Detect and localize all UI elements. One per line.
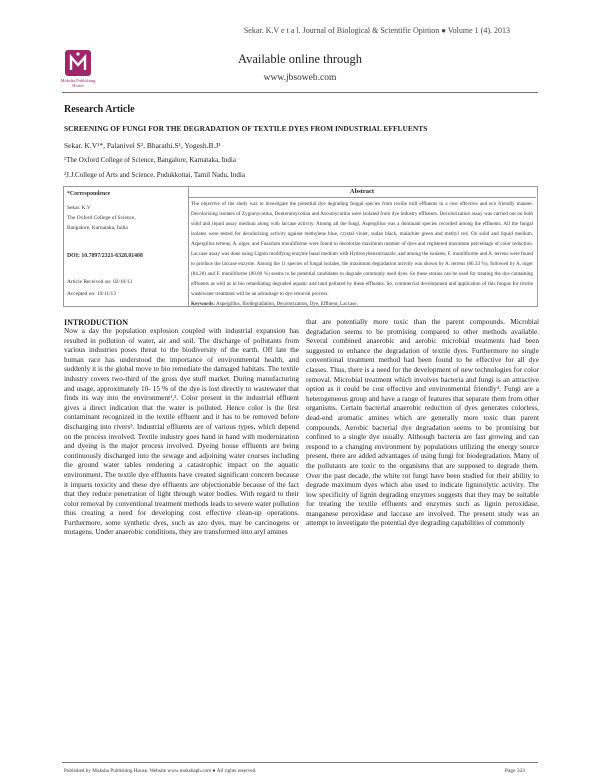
right-column-text: that are potentially more toxic than the parent compounds. Microbial degradation seems to be promising compared to other methods available. Several combined anaerobic and aerobic microbial treatments had been suggested to enhance the degradation of textile dyes. Furthermore no single conventional treatment method had been found to be effective for all dye classes. Thus, there is a need for the development of new technologies for color removal. Microbial treatment which involves bacteria and fungi is an attractive option as it could be cost effective and environmental friendly⁴. Fungi are a heterogeneous group and have a range of features that separate them from other organisms. Certain bacterial anaerobic reduction of dyes generates colorless, dead-end aromatic amines which are generally more toxic than parent compounds. Aerobic bacterial dye degradation seems to be promising but confined to a single dye usually. Although bacteria are fast growing and can respond to a changing environment by populations utilizing the energy source present, there are added advantages of using fungi for biodegradation. Many of the pollutants are toxic to the organisms that are supposed to degrade them. Over the past decade, the white rot fungi have been studied for their ability to degrade maximum dyes which also used to indicate ligninolytic activity. The low specificity of lignin degrading enzymes suggests that they may be suitable for treating the textile effluents and enzymes such as lignin peroxidase, manganese peroxidase and laccase are involved. The present study was an attempt to investigate the potential dye degrading capabilities of commonly [306, 318, 539, 528]
section-label: Research Article [64, 104, 135, 115]
keywords-list: Aspergillus, Biodegradation, Decolorization, Dye, Effluent, Laccase, [216, 301, 358, 308]
header-rule [62, 92, 538, 93]
left-column-text: Now a day the population explosion coupled with industrial expansion has resulted in pollution of water, air and soil. The discharge of pollutants from various industries poses threat to the biodiversity of the earth. Off late the human race has understood the importance of environmental health, and suddenly it is the global move to bio remediate the damaged habitats. The textile industry covers two-third of the gross dye stuff market. During manufacturing and usage, approximately 10- 15 % of the dye is lost directly to wastewater that finds its way into the environment¹,². Color present in the industrial effluent gives a direct indication that the water is polluted. Hence color is the first contaminant recognized in the textile effluent and it has to be removed before discharging into rivers³. Industrial effluents are of various types, which depend on the process involved. Textile industry goes hand in hand with modernization and dyeing is the major process involved. Dyeing house effluents are being continuously discharged into the sewage and adjoining water courses including the ground water tables rendering a catastrophic impact on the aquatic environment. The textile dye effluents have created significant concern because it imparts toxicity and these dye effluents are objectionable because of the fact that they reduce penetration of light through water bodies. With regard to their color removal by conventional treatment methods leads to severe water pollution thus creating a need for developing cost effective clean-up operations. Furthermore, some synthetic dyes, such as azo dyes, may be carcinogens or mutagens. Under anaerobic conditions, they are transformed into aryl amines [64, 327, 299, 537]
footer-rule [62, 762, 538, 763]
journal-header: Sekar. K.V e t a l. Journal of Biological & Scientific Opinion ● Volume 1 (4). 2013 [243, 26, 510, 35]
abstract-heading: Abstract [188, 188, 536, 198]
abstract-text [191, 199, 533, 310]
received-date: Article Received on: 02/10/13 [67, 279, 133, 285]
available-online: Available online through [237, 52, 363, 66]
correspondence-institution: The Oxford College of Science, [67, 215, 136, 221]
correspondence-label: *Correspondence [67, 191, 111, 197]
article-title: SCREENING OF FUNGI FOR THE DEGRADATION OF TEXTILE DYES FROM INDUSTRIAL EFFLUENTS [64, 124, 428, 133]
accepted-date: Accepted on: 10/11/13 [67, 291, 116, 297]
abstract-body: The objective of the study was to investigate the potential dye degrading fungal species from textile mill effluents in a cost effective and eco friendly manner. Decolorizing isolates of Zygomycotina, Deuteromycotina and Ascomycotina were isolated from dye industry effluents. Decolorization assay was carried out on both solid and liquid assay medium along with laccase activity. Among all the fungi, Aspergillus was a dominant species recorded among the effluents. All the fungal isolates were tested for decolorizing activity against methylene blue, crystal violet, sudan black, malachite green and methyl red. On solid and liquid medium, Aspergillus terreus, A. niger, and Fusarium moniliforme were found to decolorize maximum number of dyes and registered maximum percentage of color reduction. Laccase assay was done using Lignin modifying enzyme basal medium with Hydroxybenzotriazole, and among the isolates, F. moniliforme and A. terreus were found to produce the laccase enzyme. Among the 11 species of fungal isolates, the maximum degradation activity was shown by A. terreus (86.33 %), followed by A. niger (84.20) and F. moniliforme (80.00 %) seems to be potential candidates to degrade commonly used dyes. So these strains can be used for treating the dye containing effluents as well as in bio remediating degraded aquatic and land polluted by these effluents. So, commercial development and application of this fungus for textile wastewater treatment will be an advantage to dye removal process. [191, 201, 533, 298]
journal-website[interactable]: www.jbsoweb.com [263, 73, 337, 83]
affiliation-2: ²J.J.College of Arts and Science, Pudukkottai, Tamil Nadu, India [64, 171, 245, 179]
correspondence-name: Sekar. K.V [67, 205, 91, 211]
keywords-label: Keywords: [191, 301, 215, 308]
affiliation-1: ¹The Oxford College of Science, Bangalore, Karnataka, India [64, 156, 236, 164]
correspondence-place: Bangalore, Karnataka, India [67, 225, 128, 231]
abstract-divider [188, 186, 189, 307]
doi[interactable]: DOI: 10.7897/2321-6328.01408 [67, 253, 143, 259]
author-list: Sekar. K.V¹*, Palanivel S², Bharathi.S¹, Yogesh.B.J¹ [64, 141, 221, 150]
logo-text: Moksha Publishing House [60, 78, 96, 88]
footer-publisher: Published by Moksha Publishing House. Website www.mokshaph.com ● All rights reserved. [64, 768, 257, 774]
introduction-heading: INTRODUCTION [64, 318, 129, 327]
page-number: Page 323 [505, 768, 525, 774]
